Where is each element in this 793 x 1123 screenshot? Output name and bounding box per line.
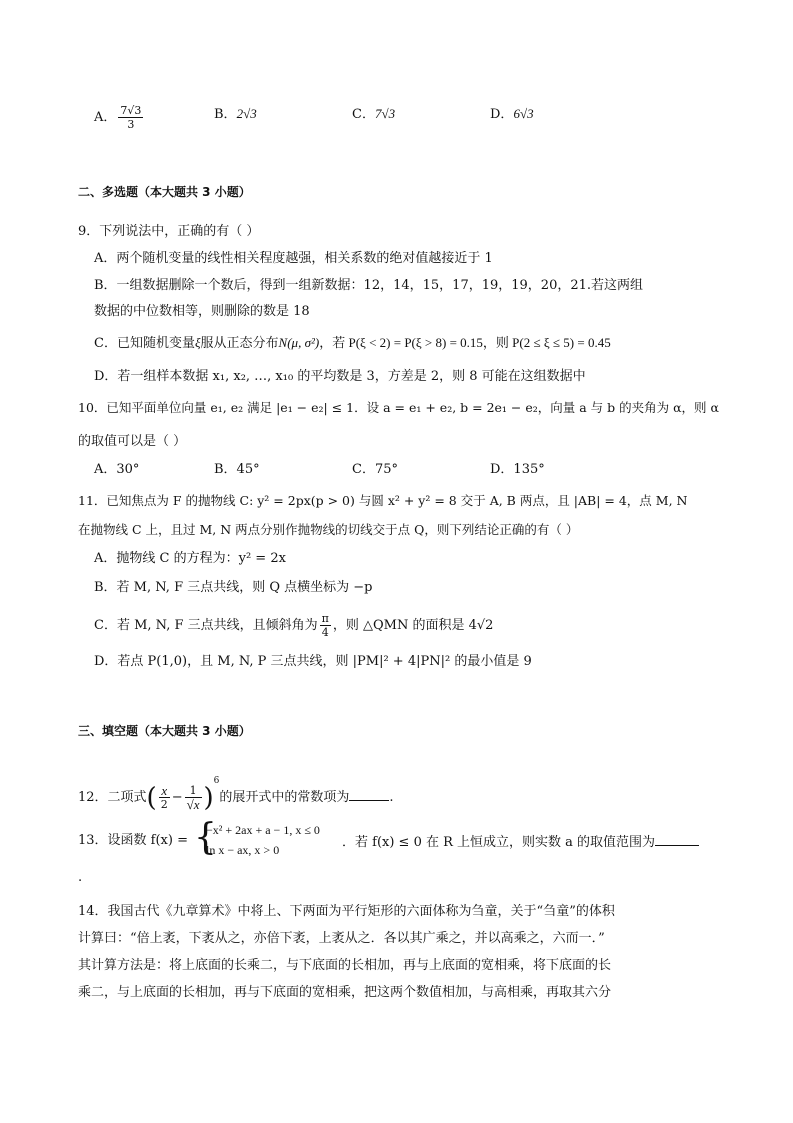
math: ，若 P(ξ < 2) = P(ξ > 8) = 0.15，则 P(2 ≤ ξ ≤ 5) = 0.45 <box>319 335 611 350</box>
question-14-line-1: 14．我国古代《九章算术》中将上、下两面为平行矩形的六面体称为刍童，关于“刍童”的体积 <box>78 904 615 919</box>
question-9-option-d: D．若一组样本数据 x₁, x₂, …, x₁₀ 的平均数是 3，方差是 2，则 8 可能在这组数据中 <box>94 369 586 384</box>
option-label: B． <box>214 107 237 122</box>
question-9-option-b-cont: 数据的中位数相等，则删除的数是 18 <box>94 304 310 319</box>
option-value: 7√3 <box>374 106 396 121</box>
question-11-option-b: B．若 M, N, F 三点共线，则 Q 点横坐标为 −p <box>94 580 373 595</box>
fraction-numerator: x <box>159 784 170 798</box>
question-10-stem: 10．已知平面单位向量 e₁, e₂ 满足 |e₁ − e₂| ≤ 1．设 a = e₁ + e₂, b = 2e₁ − e₂，向量 a 与 b 的夹角为 α，则 α <box>78 400 719 415</box>
exponent: 6 <box>213 776 220 786</box>
question-9-stem: 9．下列说法中，正确的有（ ） <box>78 224 260 239</box>
question-9-option-c <box>94 333 611 354</box>
answer-blank[interactable] <box>349 786 389 801</box>
text: 服从正态分布 <box>200 336 279 351</box>
option-value: 6√3 <box>513 106 534 121</box>
text: ．若 f(x) ≤ 0 在 R 上恒成立，则实数 a 的取值范围为 <box>342 835 656 850</box>
question-12 <box>78 766 394 813</box>
text: C．若 M, N, F 三点共线，且倾斜角为 <box>94 618 318 633</box>
option-a <box>94 104 145 131</box>
option-b <box>214 104 257 125</box>
option-label: C． <box>352 107 375 122</box>
fraction <box>118 104 143 131</box>
question-13-end: . <box>78 870 83 885</box>
question-11-stem-cont: 在抛物线 C 上，且过 M, N 两点分别作抛物线的切线交于点 Q，则下列结论正确的有（ ） <box>78 522 579 537</box>
question-9-option-b: B．一组数据删除一个数后，得到一组新数据：12，14，15，17，19，19，20，21.若这两组 <box>94 278 644 293</box>
text: 的展开式中的常数项为 <box>219 790 350 805</box>
question-14-line-3: 其计算方法是：将上底面的长乘二，与下底面的长相加，再与上底面的宽相乘，将下底面的长 <box>78 958 612 973</box>
fraction <box>320 612 331 639</box>
question-10-option-b: B．45° <box>214 462 260 477</box>
minus-sign: − <box>171 790 183 805</box>
text: ，则 △QMN 的面积是 4√2 <box>332 618 494 633</box>
math: N(μ, σ²) <box>278 335 320 350</box>
question-11-option-c <box>94 612 493 639</box>
question-10-stem-cont: 的取值可以是（ ） <box>78 434 187 449</box>
question-10-option-c: C．75° <box>352 462 398 477</box>
question-13-text <box>342 831 699 853</box>
option-d <box>490 104 534 125</box>
left-paren: ( <box>146 782 157 813</box>
option-value: 2√3 <box>236 106 257 121</box>
text: . <box>389 790 394 805</box>
section-title-multiple-choice: 二、多选题（本大题共 3 小题） <box>78 185 251 199</box>
question-11-option-d: D．若点 P(1,0)，且 M, N, P 三点共线，则 |PM|² + 4|PN|² 的最小值是 9 <box>94 654 532 669</box>
piecewise-case-1: −x² + 2ax + a − 1, x ≤ 0 <box>206 823 320 837</box>
left-brace: { <box>194 817 217 858</box>
fraction-numerator: π <box>321 612 329 625</box>
piecewise-case-2: ln x − ax, x > 0 <box>206 843 280 857</box>
option-label: A． <box>94 110 117 125</box>
question-13-prefix: 13．设函数 f(x) = <box>78 833 188 848</box>
question-10-option-d: D．135° <box>490 462 545 477</box>
option-c <box>352 104 395 125</box>
question-9-option-a: A．两个随机变量的线性相关程度越强，相关系数的绝对值越接近于 1 <box>94 251 493 266</box>
fraction <box>185 784 202 811</box>
question-10-option-a: A．30° <box>94 462 140 477</box>
answer-blank[interactable] <box>655 831 699 846</box>
fraction <box>159 784 170 811</box>
text: 12．二项式 <box>78 790 147 805</box>
question-11-stem: 11．已知焦点为 F 的抛物线 C: y² = 2px(p > 0) 与圆 x² + y² = 8 交于 A, B 两点，且 |AB| = 4，点 M, N <box>78 493 688 508</box>
section-title-fill-in: 三、填空题（本大题共 3 小题） <box>78 724 251 738</box>
right-paren: ) <box>203 782 214 813</box>
text: C．已知随机变量 <box>94 336 195 351</box>
fraction-denominator: 2 <box>160 798 168 811</box>
fraction-denominator: √x <box>186 797 200 812</box>
question-14-line-2: 计算曰：“倍上袤，下袤从之，亦倍下袤，上袤从之．各以其广乘之，并以高乘之，六而一．” <box>78 931 605 946</box>
option-label: D． <box>490 107 514 122</box>
question-11-option-a: A．抛物线 C 的方程为：y² = 2x <box>94 551 286 566</box>
fraction-denominator: 3 <box>127 118 135 131</box>
fraction-numerator: 1 <box>185 784 202 798</box>
fraction-numerator: 7√3 <box>120 104 142 117</box>
question-14-line-4: 乘二，与上底面的长相加，再与下底面的宽相乘，把这两个数值相加，与高相乘，再取其六分 <box>78 985 612 1000</box>
fraction-denominator: 4 <box>321 626 329 639</box>
math: ξ <box>194 335 201 350</box>
